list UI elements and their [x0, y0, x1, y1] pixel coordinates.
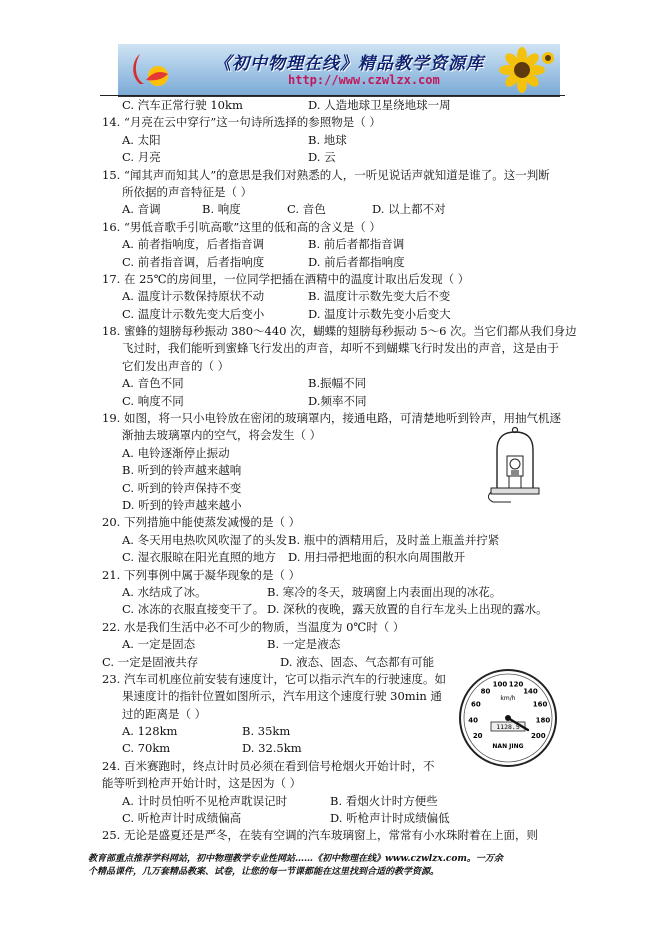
- question-21: 21. 下列事例中属于凝华现象的是（ ）: [102, 567, 301, 582]
- option-d: D. 前后者都指响度: [308, 254, 405, 269]
- option-a: A. 温度计示数保持原状不动: [122, 289, 265, 304]
- option-d: D. 云: [308, 150, 336, 165]
- banner-url[interactable]: http://www.czwlzx.com: [288, 73, 440, 87]
- header-rule: [100, 95, 565, 96]
- option-c: C. 冰冻的衣服直接变干了。: [122, 602, 265, 617]
- option-row: [102, 549, 572, 566]
- bell-jar-figure: [487, 426, 543, 504]
- option-row: [102, 375, 572, 392]
- speedometer-figure: [458, 668, 558, 768]
- question-19: 19. 如图，将一只小电铃放在密闭的玻璃罩内，接通电路，可清楚地听到铃声，用抽气机逐: [102, 411, 561, 426]
- option-c: C. 月亮: [122, 150, 161, 165]
- question-15: 15. “闻其声而知其人”的意思是我们对熟悉的人，一听见说话声就知道是谁了。这一判断: [102, 167, 550, 182]
- option-row: [102, 532, 572, 549]
- sunflower-icon: [492, 46, 556, 94]
- question-23-cont: 过的距离是（ ）: [122, 706, 207, 721]
- option-d: D. 32.5km: [242, 741, 302, 756]
- option-a: A. 电铃逐渐停止振动: [122, 445, 230, 460]
- speedometer-tick-label: 200: [530, 732, 546, 740]
- question-23: 23. 汽车司机座位前安装有速度计，它可以指示汽车的行驶速度。如: [102, 671, 446, 686]
- speedometer-tick-label: 80: [480, 687, 491, 696]
- option-a: A. 128km: [122, 724, 178, 739]
- option-b: B. 看烟火计时方便些: [330, 793, 438, 808]
- speedometer-tick-label: 140: [523, 687, 538, 696]
- question-15-cont: 所依据的声音特征是（ ）: [122, 184, 253, 199]
- question-18: 18. 蜜蜂的翅膀每秒振动 380～440 次，蝴蝶的翅膀每秒振动 5～6 次。当它们都从我们身边: [102, 324, 577, 339]
- option-a: A. 一定是固态: [122, 637, 196, 652]
- option-d: D. 深秋的夜晚，露天放置的自行车龙头上出现的露水。: [267, 602, 548, 617]
- speedometer-tick-label: 180: [535, 716, 551, 725]
- question-18-cont: 飞过时，我们能听到蜜蜂飞行发出的声音，却听不到蝴蝶飞行时发出的声音，这是由于: [122, 341, 559, 356]
- banner-title: 《初中物理在线》精品教学资源库: [214, 54, 484, 74]
- option-a: A. 太阳: [122, 132, 161, 147]
- speedometer-tick-label: 40: [468, 716, 478, 725]
- option-b: B. 听到的铃声越来越响: [122, 463, 242, 478]
- option-c: C. 一定是固液共存: [102, 654, 199, 669]
- option-a: A. 水结成了冰。: [122, 584, 207, 599]
- option-b: B. 前后者都指音调: [308, 237, 405, 252]
- question-17: 17. 在 25℃的房间里，一位同学把插在酒精中的温度计取出后发现（ ）: [102, 271, 470, 286]
- header-banner: [118, 44, 560, 97]
- option-b: B. 一定是液态: [267, 637, 341, 652]
- option-c: C. 湿衣服晾在阳光直照的地方: [122, 550, 276, 565]
- option-c: C. 汽车正常行驶 10km: [122, 98, 243, 112]
- option-row: [102, 236, 572, 253]
- option-d: D. 液态、固态、气态都有可能: [280, 654, 435, 669]
- option-row: [102, 288, 572, 305]
- speedometer-tick-label: 120: [508, 680, 524, 689]
- option-c: C. 温度计示数先变大后变小: [122, 306, 265, 321]
- speedometer-tick-label: 20: [472, 732, 483, 740]
- option-d: D. 人造地球卫星绕地球一周: [308, 98, 451, 112]
- question-25: 25. 无论是盛夏还是严冬，在装有空调的汽车玻璃窗上，常常有小水珠附着在上面，则: [102, 828, 538, 843]
- option-a: A. 前者指响度，后者指音调: [122, 237, 265, 252]
- speedometer-tick-label: 60: [471, 700, 481, 709]
- option-row: [102, 97, 572, 114]
- option-c: C. 听到的铃声保持不变: [122, 480, 242, 495]
- footer-line-1: 教育部重点推荐学科网站，初中物理教学专业性网站……《初中物理在线》www.czwlzx.com。一万余: [88, 854, 503, 864]
- option-b: B. 35km: [242, 724, 291, 739]
- option-row: [102, 393, 572, 410]
- option-row: [102, 201, 572, 218]
- question-24-cont: 能等听到枪声开始计时，这是因为（ ）: [102, 776, 302, 791]
- option-row: [102, 810, 572, 827]
- question-19-cont: 渐抽去玻璃罩内的空气，将会发生（ ）: [122, 428, 322, 443]
- question-22: 22. 水是我们生活中必不可少的物质，当温度为 0℃时（ ）: [102, 619, 405, 634]
- option-row: [102, 636, 572, 653]
- option-a: A. 音调: [122, 202, 161, 217]
- option-row: [102, 306, 572, 323]
- option-d: D. 听到的铃声越来越小: [122, 497, 242, 512]
- question-23-cont: 果速度计的指针位置如图所示，汽车用这个速度行驶 30min 通: [122, 689, 442, 704]
- option-a: A. 音色不同: [122, 376, 184, 391]
- question-20: 20. 下列措施中能使蒸发减慢的是（ ）: [102, 515, 301, 530]
- option-a: A. 冬天用电热吹风吹湿了的头发: [122, 532, 288, 547]
- speedometer-odometer: 1128.5: [496, 723, 520, 731]
- option-d: D. 听枪声计时成绩偏低: [330, 811, 450, 826]
- speedometer-tick-label: 100: [492, 680, 508, 689]
- option-row: [102, 793, 572, 810]
- option-c: C. 音色: [287, 202, 326, 217]
- option-row: [102, 584, 572, 601]
- option-b: B. 响度: [202, 202, 241, 217]
- option-b: B. 地球: [308, 132, 347, 147]
- question-14: 14. “月亮在云中穿行”这一句诗所选择的参照物是（ ）: [102, 115, 381, 130]
- option-b: B. 瓶中的酒精用后，及时盖上瓶盖并拧紧: [288, 532, 500, 547]
- option-d: D. 温度计示数先变小后变大: [308, 306, 451, 321]
- footer-line-2: 个精品课件，几万套精品教案、试卷，让您的每一节课都能在这里找到合适的教学资源。: [88, 867, 440, 877]
- option-b: B. 温度计示数先变大后不变: [308, 289, 451, 304]
- speedometer-unit: km/h: [500, 695, 516, 702]
- option-row: [102, 132, 572, 149]
- option-a: A. 计时员怕听不见枪声耽误记时: [122, 793, 288, 808]
- option-d: D. 用扫帚把地面的积水向周围散开: [288, 550, 466, 565]
- page-footer: [88, 853, 568, 879]
- speedometer-tick-label: 160: [532, 700, 548, 709]
- option-row: [102, 601, 572, 618]
- question-18-cont: 它们发出声音的（ ）: [122, 358, 230, 373]
- option-d: D. 以上都不对: [372, 202, 446, 217]
- option-row: [102, 149, 572, 166]
- option-b: B. 寒冷的冬天，玻璃窗上内表面出现的冰花。: [267, 584, 502, 599]
- speedometer-brand: NAN JING: [492, 743, 524, 750]
- option-d: D.频率不同: [308, 393, 367, 408]
- question-16: 16. “男低音歌手引吭高歌”这里的低和高的含义是（ ）: [102, 219, 381, 234]
- option-c: C. 前者指音调，后者指响度: [122, 254, 265, 269]
- option-c: C. 响度不同: [122, 393, 184, 408]
- option-row: [102, 254, 572, 271]
- option-b: B.振幅不同: [308, 376, 367, 391]
- option-c: C. 听枪声计时成绩偏高: [122, 811, 242, 826]
- logo-icon: [132, 50, 170, 90]
- option-c: C. 70km: [122, 741, 171, 756]
- question-24: 24. 百米赛跑时，终点计时员必须在看到信号枪烟火开始计时，不: [102, 758, 435, 773]
